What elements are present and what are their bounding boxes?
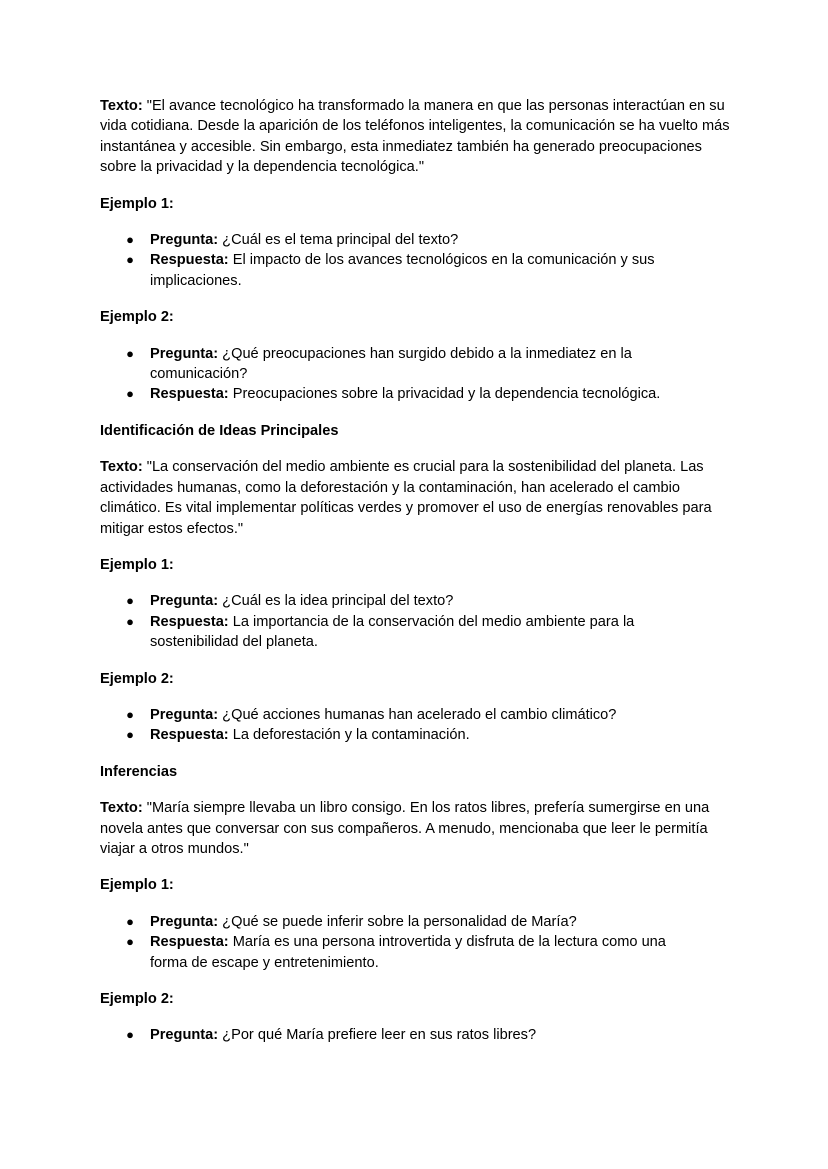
example-list <box>100 1025 740 1045</box>
list-item: ● Pregunta: ¿Cuál es el tema principal del texto? <box>100 230 740 250</box>
example-title: Ejemplo 1: <box>100 195 174 212</box>
list-item: ● Pregunta: ¿Qué se puede inferir sobre la personalidad de María? <box>100 912 740 932</box>
list-item: ● Respuesta: El impacto de los avances tecnológicos en la comunicación y sus implicaciones. <box>126 252 655 289</box>
texto-paragraph <box>100 96 730 178</box>
list-item: ● Respuesta: La deforestación y la contaminación. <box>100 725 740 745</box>
list-item: ● Pregunta: ¿Por qué María prefiere leer en sus ratos libres? <box>100 1025 740 1045</box>
bullet-icon: ● <box>126 913 134 929</box>
bullet-icon: ● <box>126 727 134 743</box>
bullet-icon: ● <box>126 386 134 402</box>
bullet-icon: ● <box>126 613 134 629</box>
example-list <box>100 344 740 405</box>
example-list <box>100 705 740 746</box>
example-list <box>100 912 740 973</box>
bullet-icon: ● <box>126 706 134 722</box>
texto-body: "María siempre llevaba un libro consigo. En los ratos libres, prefería sumergirse en una novela antes que conversar con sus compañeros. A menudo, mencionaba que leer le permitía viajar a otros mundos." <box>100 800 710 857</box>
example-title: Ejemplo 2: <box>100 670 174 687</box>
list-item: ● Pregunta: ¿Cuál es la idea principal del texto? <box>100 591 740 611</box>
texto-label: Texto: <box>100 459 143 476</box>
section-heading: Identificación de Ideas Principales <box>100 422 339 439</box>
example-list <box>100 230 740 291</box>
list-item: ● Pregunta: ¿Qué preocupaciones han surgido debido a la inmediatez en la comunicación? <box>126 345 632 383</box>
bullet-icon: ● <box>126 232 134 248</box>
section-heading: Inferencias <box>100 763 178 780</box>
texto-label: Texto: <box>100 98 143 114</box>
list-item: ● Respuesta: Preocupaciones sobre la privacidad y la dependencia tecnológica. <box>100 384 740 404</box>
texto-paragraph <box>100 798 720 859</box>
list-item: ● Respuesta: María es una persona introvertida y disfruta de la lectura como una forma de escape y entretenimiento. <box>126 934 666 971</box>
list-item: ● Respuesta: La importancia de la conservación del medio ambiente para la sostenibilidad del planeta. <box>126 613 635 651</box>
texto-paragraph <box>100 457 720 539</box>
texto-body: "La conservación del medio ambiente es crucial para la sostenibilidad del planeta. Las actividades humanas, como la deforestación y la contaminación, han acelerado el cambio climático. Es vital implementar políticas verdes y promover el uso de energías renovables para mitigar estos efectos." <box>100 459 712 537</box>
bullet-icon: ● <box>126 345 134 361</box>
bullet-icon: ● <box>126 934 134 950</box>
list-item: ● Pregunta: ¿Qué acciones humanas han acelerado el cambio climático? <box>100 705 740 725</box>
texto-body: "El avance tecnológico ha transformado la manera en que las personas interactúan en su vida cotidiana. Desde la aparición de los teléfonos inteligentes, la comunicación se ha vuelto más instantánea y accesible. Sin embargo, esta inmediatez también ha generado preocupaciones sobre la privacidad y la dependencia tecnológica." <box>100 98 730 176</box>
bullet-icon: ● <box>126 1027 134 1043</box>
bullet-icon: ● <box>126 252 134 268</box>
example-title: Ejemplo 2: <box>100 991 174 1007</box>
texto-label: Texto: <box>100 800 143 817</box>
example-title: Ejemplo 1: <box>100 877 174 894</box>
example-title: Ejemplo 1: <box>100 556 174 573</box>
example-list <box>100 591 740 652</box>
document-page <box>100 96 740 1046</box>
bullet-icon: ● <box>126 593 134 609</box>
example-title: Ejemplo 2: <box>100 309 174 326</box>
